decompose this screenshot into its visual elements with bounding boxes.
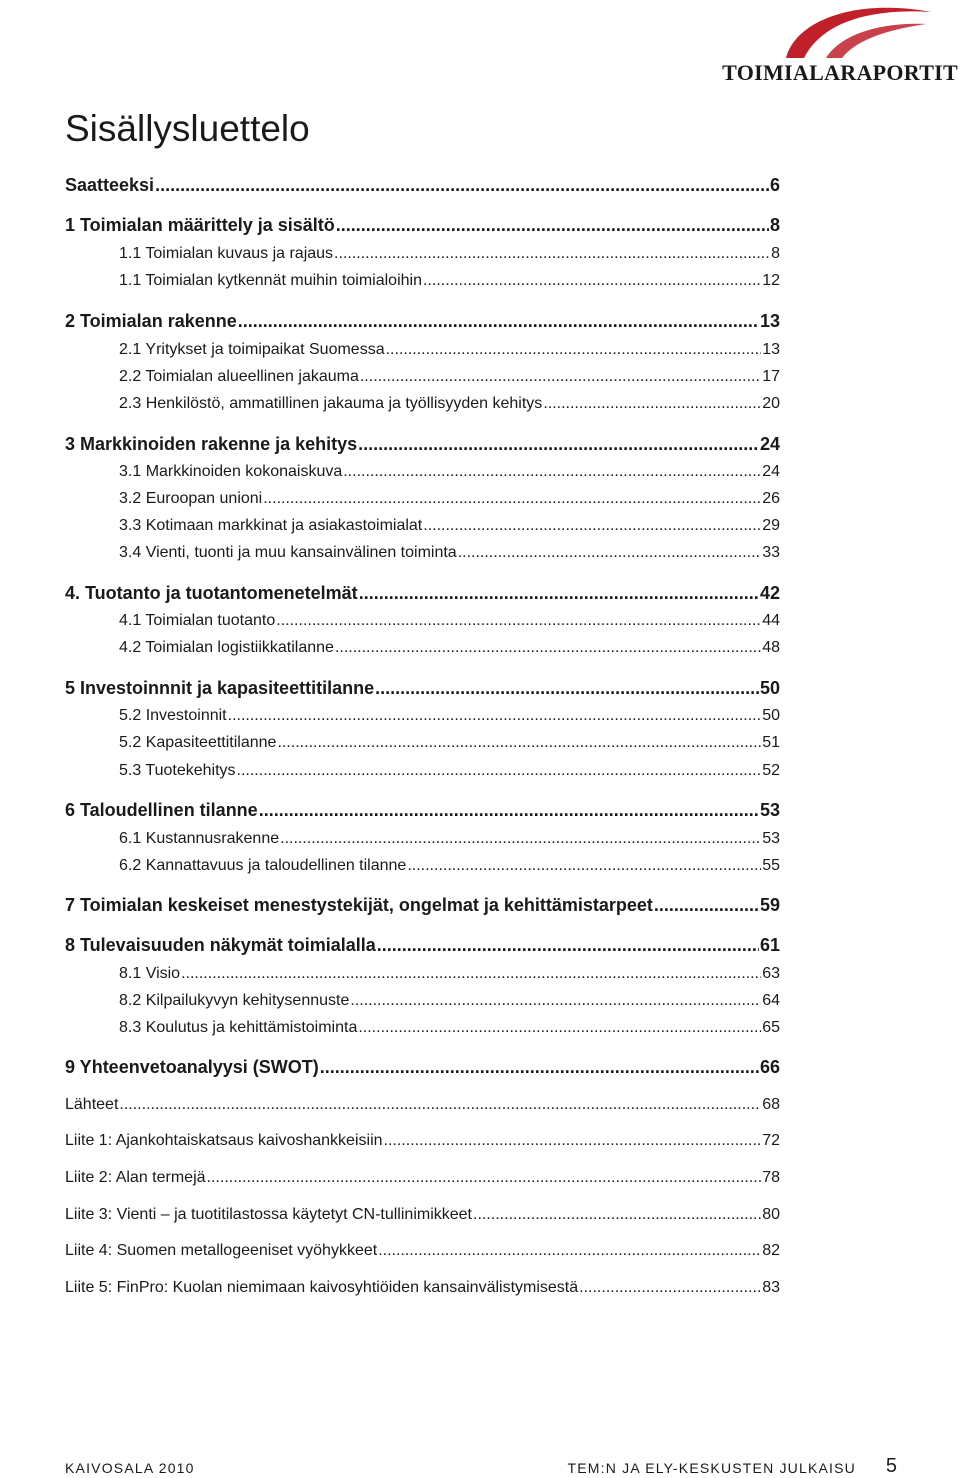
dot-leader [407,858,761,874]
toc-entry-page: 50 [759,678,780,698]
dot-leader [375,679,759,697]
toc-entry-title: 1 Toimialan määrittely ja sisältö [65,215,335,235]
toc-entry-title: Liite 4: Suomen metallogeeniset vyöhykkeet [65,1242,378,1259]
dot-leader [263,491,761,507]
toc-entry[interactable] [65,1089,780,1113]
toc-entry-title: 5.3 Tuotekehitys [119,762,236,779]
dot-leader [654,896,759,914]
toc-entry-title: 1.1 Toimialan kuvaus ja rajaus [119,245,334,262]
toc-entry-title: 3.2 Euroopan unioni [119,490,263,507]
dot-leader [423,273,761,289]
dot-leader [276,613,761,629]
dot-leader [277,735,761,751]
toc-entry-page: 82 [762,1242,780,1259]
toc-entry[interactable] [65,823,780,847]
toc-entry[interactable] [65,170,780,194]
toc-entry-page: 42 [759,583,780,603]
dot-leader [155,176,769,194]
footer-publisher: TEM:N JA ELY-KESKUSTEN JULKAISU [567,1460,856,1476]
toc-entry[interactable] [65,930,780,954]
toc-entry-page: 53 [762,830,780,847]
dot-leader [228,708,762,724]
toc-entry-page: 55 [762,857,780,874]
toc-entry-title: 8 Tulevaisuuden näkymät toimialalla [65,935,376,955]
dot-leader [386,342,762,358]
toc-entry-title: 7 Toimialan keskeiset menestystekijät, ongelmat ja kehittämistarpeet [65,895,653,915]
toc-entry-title: Liite 1: Ajankohtaiskatsaus kaivoshankkeisiin [65,1132,383,1149]
toc-entry[interactable] [65,265,780,289]
toc-entry-page: 24 [759,434,780,454]
toc-entry-title: Liite 2: Alan termejä [65,1169,206,1186]
toc-entry-page: 72 [762,1132,780,1149]
toc-entry-title: 2 Toimialan rakenne [65,311,237,331]
toc-entry-title: 6 Taloudellinen tilanne [65,800,258,820]
toc-entry[interactable] [65,700,780,724]
toc-entry-page: 29 [762,517,780,534]
toc-entry[interactable] [65,727,780,751]
toc-entry[interactable] [65,456,780,480]
toc-entry-title: 3 Markkinoiden rakenne ja kehitys [65,434,358,454]
toc-entry[interactable] [65,1125,780,1149]
footer-publication-title: KAIVOSALA 2010 [65,1460,195,1476]
toc-entry-page: 44 [762,612,780,629]
toc-entry-page: 26 [762,490,780,507]
toc-entry-title: 5.2 Kapasiteettitilanne [119,734,277,751]
toc-entry[interactable] [65,1052,780,1076]
toc-entry-page: 78 [762,1169,780,1186]
toc-entry-title: 8.3 Koulutus ja kehittämistoiminta [119,1019,358,1036]
toc-entry-page: 6 [769,175,780,195]
dot-leader [336,216,769,234]
toc-entry-page: 50 [762,707,780,724]
toc-entry-page: 65 [762,1019,780,1036]
dot-leader [359,584,759,602]
dot-leader [320,1058,759,1076]
dot-leader [458,545,762,561]
toc-entry-page: 13 [762,341,780,358]
toc-entry-title: 4.2 Toimialan logistiikkatilanne [119,639,334,656]
dot-leader [119,1097,761,1113]
toc-entry[interactable] [65,483,780,507]
toc-entry-title: 6.1 Kustannusrakenne [119,830,280,847]
toc-entry-title: 2.3 Henkilöstö, ammatillinen jakauma ja työllisyyden kehitys [119,395,543,412]
toc-entry[interactable] [65,537,780,561]
toc-entry[interactable] [65,985,780,1009]
page-number: 5 [885,1455,897,1477]
dot-leader [473,1207,761,1223]
dot-leader [238,312,759,330]
dot-leader [207,1170,762,1186]
toc-entry-page: 8 [769,215,780,235]
dot-leader [384,1133,762,1149]
toc-entry[interactable] [65,361,780,385]
toc-entry-title: 4. Tuotanto ja tuotantomenetelmät [65,583,358,603]
toc-entry[interactable] [65,605,780,629]
toc-entry-page: 12 [762,272,780,289]
toc-entry-title: 1.1 Toimialan kytkennät muihin toimialoihin [119,272,422,289]
toc-entry[interactable] [65,334,780,358]
toc-entry[interactable] [65,850,780,874]
toc-entry[interactable] [65,1235,780,1259]
toc-entry-page: 20 [762,395,780,412]
publisher-logo [720,0,960,90]
dot-leader [350,993,761,1009]
dot-leader [181,966,761,982]
toc-entry-title: Lähteet [65,1096,119,1113]
toc-entry-page: 61 [759,935,780,955]
dot-leader [343,464,761,480]
toc-entry-title: 3.4 Vienti, tuonti ja muu kansainvälinen toiminta [119,544,457,561]
dot-leader [280,831,761,847]
toc-entry-page: 13 [759,311,780,331]
toc-entry-page: 63 [762,965,780,982]
toc-entry-page: 24 [762,463,780,480]
dot-leader [358,1020,761,1036]
toc-entry[interactable] [65,1012,780,1036]
toc-entry-title: 9 Yhteenvetoanalyysi (SWOT) [65,1057,319,1077]
toc-entry-page: 52 [762,762,780,779]
toc-entry-title: 5 Investoinnnit ja kapasiteettitilanne [65,678,375,698]
toc-entry[interactable] [65,388,780,412]
logo-text: TOIMIALARAPORTIT [722,60,958,85]
toc-entry-title: Liite 5: FinPro: Kuolan niemimaan kaivosyhtiöiden kansainvälistymisestä [65,1279,579,1296]
toc-entry[interactable] [65,755,780,779]
dot-leader [378,1243,761,1259]
toc-entry[interactable] [65,958,780,982]
dot-leader [579,1280,761,1296]
toc-entry-title: 8.1 Visio [119,965,181,982]
page-title: Sisällysluettelo [65,108,310,149]
toc-entry[interactable] [65,795,780,819]
dot-leader [423,518,761,534]
dot-leader [335,640,761,656]
toc-entry-page: 51 [762,734,780,751]
toc-entry-title: 3.3 Kotimaan markkinat ja asiakastoimialat [119,517,423,534]
toc-entry[interactable] [65,306,780,330]
toc-entry-page: 48 [762,639,780,656]
toc-entry[interactable] [65,510,780,534]
toc-entry[interactable] [65,1162,780,1186]
toc-entry-title: 2.1 Yritykset ja toimipaikat Suomessa [119,341,385,358]
dot-leader [377,936,759,954]
dot-leader [543,396,761,412]
dot-leader [358,435,759,453]
toc-entry-page: 8 [771,245,780,262]
toc-entry-page: 59 [759,895,780,915]
dot-leader [259,801,759,819]
toc-entry-title: 2.2 Toimialan alueellinen jakauma [119,368,359,385]
dot-leader [360,369,761,385]
toc-entry[interactable] [65,1272,780,1296]
toc-entry[interactable] [65,429,780,453]
toc-entry[interactable] [65,632,780,656]
toc-entry-title: Saatteeksi [65,175,155,195]
toc-entry[interactable] [65,210,780,234]
logo-swoosh-icon [746,0,946,60]
toc-entry-page: 80 [762,1206,780,1223]
toc-entry-title: 3.1 Markkinoiden kokonaiskuva [119,463,343,480]
toc-entry-page: 68 [762,1096,780,1113]
toc-entry-title: 8.2 Kilpailukyvyn kehitysennuste [119,992,350,1009]
dot-leader [237,763,762,779]
toc-entry-page: 64 [762,992,780,1009]
toc-entry-title: Liite 3: Vienti – ja tuotitilastossa käytetyt CN-tullinimikkeet [65,1206,472,1223]
toc-entry-title: 6.2 Kannattavuus ja taloudellinen tilanne [119,857,407,874]
toc-entry[interactable] [65,1199,780,1223]
toc-entry[interactable] [65,673,780,697]
toc-entry[interactable] [65,578,780,602]
toc-entry-page: 83 [762,1279,780,1296]
toc-entry[interactable] [65,890,780,914]
dot-leader [334,246,770,262]
toc-entry-page: 66 [759,1057,780,1077]
toc-entry-page: 53 [759,800,780,820]
toc-entry-title: 4.1 Toimialan tuotanto [119,612,276,629]
toc-entry-page: 33 [762,544,780,561]
toc-entry[interactable] [65,238,780,262]
toc-entry-title: 5.2 Investoinnit [119,707,227,724]
toc-entry-page: 17 [762,368,780,385]
